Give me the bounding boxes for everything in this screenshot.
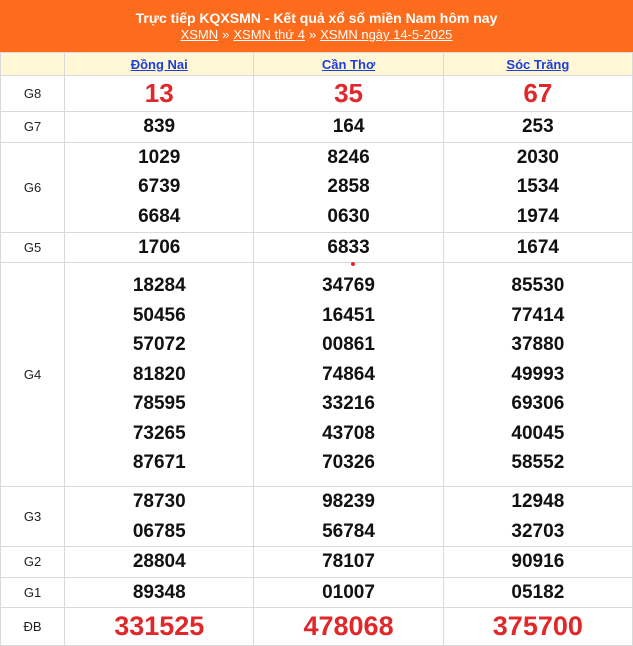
prize-row-g3: [1, 487, 633, 547]
prize-cell: [254, 487, 443, 547]
live-indicator-dot: [351, 262, 355, 266]
prize-number: 87671: [132, 452, 186, 474]
prize-cell: [65, 577, 254, 608]
prize-number: 1534: [516, 176, 559, 198]
prize-cell: [443, 232, 632, 263]
prize-number: 18284: [132, 275, 186, 297]
prize-number: 01007: [322, 581, 375, 603]
prize-number: 6739: [138, 176, 181, 198]
prize-cell: [443, 608, 632, 646]
prize-label: G6: [1, 142, 65, 232]
prize-number: 49993: [511, 363, 565, 385]
prize-cell: [65, 487, 254, 547]
prize-number: 78107: [322, 551, 375, 572]
prize-cell: [65, 263, 254, 487]
prize-number: 05182: [511, 581, 565, 603]
province-link-can-tho[interactable]: Cần Thơ: [321, 56, 376, 72]
prize-number: 6684: [138, 205, 181, 227]
prize-number: 37880: [511, 334, 565, 356]
prize-number: 74864: [322, 363, 375, 385]
prize-number: 78595: [132, 393, 186, 415]
results-table: [0, 52, 633, 646]
prize-number: 50456: [132, 304, 186, 326]
prize-number: 56784: [322, 520, 375, 542]
province-link-dong-nai[interactable]: Đồng Nai: [130, 56, 188, 72]
breadcrumb-xsmn-link[interactable]: XSMN: [180, 27, 219, 42]
prize-number: 1674: [516, 236, 559, 258]
prize-cell: [254, 263, 443, 487]
prize-number: 70326: [322, 452, 375, 474]
prize-number: 1706: [138, 236, 181, 258]
breadcrumb: [181, 27, 453, 43]
prize-number: 13: [144, 77, 174, 108]
prize-cell: [254, 608, 443, 646]
prize-label: G1: [1, 577, 65, 608]
prize-row-g1: [1, 577, 633, 608]
prize-cell: [254, 142, 443, 232]
prize-label: G5: [1, 232, 65, 263]
prize-number: 34769: [322, 275, 375, 297]
prize-number: 58552: [511, 452, 565, 474]
prize-number: 98239: [322, 491, 375, 512]
prize-cell: [443, 76, 632, 112]
prize-row-g6: [1, 142, 633, 232]
province-link-soc-trang[interactable]: Sóc Trăng: [506, 56, 570, 72]
prize-number: 81820: [132, 363, 186, 385]
prize-row-g5: [1, 232, 633, 263]
prize-cell: [65, 76, 254, 112]
results-banner: [0, 0, 633, 52]
prize-number: 69306: [511, 393, 565, 415]
prize-cell: [443, 577, 632, 608]
prize-row-db: [1, 608, 633, 646]
prize-label: G7: [1, 112, 65, 143]
prize-number: 35: [334, 77, 363, 108]
breadcrumb-separator: »: [308, 27, 317, 42]
prize-number: 12948: [511, 491, 565, 512]
prize-cell: [443, 487, 632, 547]
prize-number: 253: [521, 116, 554, 137]
prize-number: 73265: [132, 422, 186, 444]
prize-number: 2858: [327, 176, 370, 198]
prize-number: 375700: [492, 610, 583, 641]
prize-number: 67: [523, 77, 553, 108]
prize-cell: [65, 112, 254, 143]
prize-number: 85530: [511, 275, 565, 297]
prize-rows: [1, 76, 633, 646]
prize-cell: [443, 263, 632, 487]
prize-row-g8: [1, 76, 633, 112]
prize-number: 28804: [132, 551, 186, 572]
prize-cell: [254, 232, 443, 263]
prize-number: 40045: [511, 422, 565, 444]
header-blank-cell: [1, 53, 65, 76]
prize-number: 0630: [327, 205, 370, 227]
prize-label: G4: [1, 263, 65, 487]
prize-cell: [443, 142, 632, 232]
prize-cell: [254, 76, 443, 112]
page-title: Trực tiếp KQXSMN - Kết quả xổ số miền Nam hôm nay: [135, 10, 498, 26]
prize-number: 32703: [511, 520, 565, 542]
prize-number: 90916: [511, 551, 565, 572]
prize-cell: [65, 608, 254, 646]
prize-label: ĐB: [1, 608, 65, 646]
prize-number: 2030: [516, 146, 559, 168]
prize-number: 16451: [322, 304, 375, 326]
province-header-row: [1, 53, 633, 76]
breadcrumb-xsmn-date-link[interactable]: XSMN ngày 14-5-2025: [320, 27, 453, 42]
prize-number: 478068: [303, 610, 394, 641]
prize-number: 8246: [327, 146, 370, 168]
prize-number: 839: [143, 116, 176, 137]
province-header: [65, 53, 254, 76]
prize-number: 78730: [132, 491, 186, 512]
prize-label: G3: [1, 487, 65, 547]
prize-cell: [65, 547, 254, 578]
prize-number: 43708: [322, 422, 375, 444]
prize-label: G2: [1, 547, 65, 578]
prize-number: 06785: [132, 520, 186, 542]
prize-number: 1029: [138, 146, 181, 168]
prize-number: 33216: [322, 393, 375, 415]
prize-label: G8: [1, 76, 65, 112]
prize-cell: [254, 547, 443, 578]
breadcrumb-separator: »: [222, 27, 230, 42]
breadcrumb-xsmn-thu4-link[interactable]: XSMN thứ 4: [233, 27, 305, 42]
prize-number: 1974: [516, 205, 559, 227]
prize-row-g4: [1, 263, 633, 487]
prize-number: 57072: [132, 334, 186, 356]
prize-number: 89348: [132, 581, 186, 603]
province-header: [254, 53, 443, 76]
prize-number: 331525: [114, 610, 205, 641]
prize-number: 164: [332, 116, 365, 137]
prize-cell: [443, 547, 632, 578]
prize-cell: [254, 577, 443, 608]
prize-cell: [65, 142, 254, 232]
prize-number: 77414: [511, 304, 565, 326]
prize-number: 00861: [322, 334, 375, 356]
prize-row-g7: [1, 112, 633, 143]
province-header: [443, 53, 632, 76]
prize-cell: [443, 112, 632, 143]
prize-cell: [254, 112, 443, 143]
prize-number: 6833: [327, 236, 370, 258]
prize-cell: [65, 232, 254, 263]
prize-row-g2: [1, 547, 633, 578]
